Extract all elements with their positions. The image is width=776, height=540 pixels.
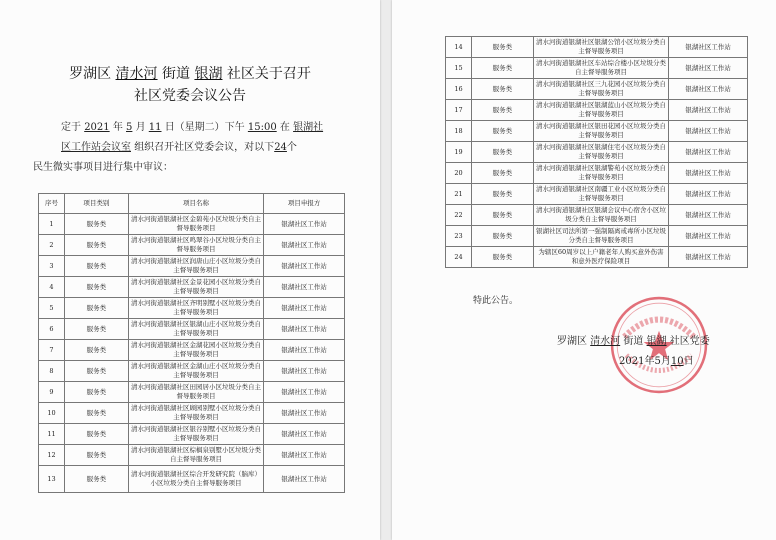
table-row (39, 298, 345, 319)
cell-applicant: 银湖社区工作站 (669, 142, 748, 163)
meeting-month: 5 (126, 122, 133, 133)
title-district: 清水河 (115, 66, 158, 82)
cell-applicant: 银湖社区工作站 (669, 163, 748, 184)
signature-text: 月 (660, 356, 671, 367)
cell-type: 服务类 (471, 58, 533, 79)
intro-text: 年 (112, 122, 123, 133)
table-header-row (39, 194, 345, 214)
cell-name: 清水河街道银湖社区车站综合楼小区垃圾分类自主督导服务项目 (533, 58, 669, 79)
cell-applicant: 银湖社区工作站 (264, 445, 345, 466)
closing-text: 特此公告。 (473, 296, 519, 306)
header-no: 序号 (39, 194, 65, 214)
meeting-day: 11 (148, 122, 162, 133)
header-applicant: 项目申报方 (264, 194, 345, 214)
cell-no: 18 (446, 121, 472, 142)
cell-name: 银湖社区司法所第一强制隔离戒毒所小区垃圾分类自主督导服务项目 (533, 226, 669, 247)
signature-date (619, 352, 694, 367)
notice-title (20, 63, 360, 107)
cell-type: 服务类 (64, 235, 128, 256)
intro-line-last: 民生微实事项目进行集中审议： (33, 162, 173, 173)
title-line-1 (20, 63, 360, 85)
cell-applicant: 银湖社区工作站 (669, 184, 748, 205)
cell-name: 清水河街道银湖社区银田花园小区垃圾分类自主督导服务项目 (533, 121, 669, 142)
document-page-right (392, 0, 776, 540)
table-row (446, 58, 748, 79)
project-table-part-2 (445, 36, 748, 268)
cell-name: 清水河街道银湖社区金湖花园小区垃圾分类自主督导服务项目 (128, 340, 264, 361)
cell-no: 6 (39, 319, 65, 340)
table-row (446, 142, 748, 163)
cell-no: 4 (39, 277, 65, 298)
cell-type: 服务类 (471, 142, 533, 163)
cell-no: 21 (446, 184, 472, 205)
cell-applicant: 银湖社区工作站 (669, 58, 748, 79)
document-page-left (0, 0, 380, 540)
cell-name: 清水河街道银湖社区棕榈泉别墅小区垃圾分类自主督导服务项目 (128, 445, 264, 466)
cell-type: 服务类 (64, 424, 128, 445)
cell-name: 清水河街道银湖社区银湖会议中心宿舍小区垃圾分类自主督导服务项目 (533, 205, 669, 226)
cell-name: 清水河街道银湖社区金湖山庄小区垃圾分类自主督导服务项目 (128, 361, 264, 382)
title-line-2: 社区党委会议公告 (134, 88, 246, 104)
cell-no: 11 (39, 424, 65, 445)
cell-name: 清水河街道银湖社区银湖公馆小区垃圾分类自主督导服务项目 (533, 37, 669, 58)
signature-street: 街道 (623, 336, 644, 347)
table-row (39, 256, 345, 277)
table-row (446, 79, 748, 100)
cell-no: 17 (446, 100, 472, 121)
cell-type: 服务类 (64, 403, 128, 424)
signature-year: 2021 (619, 356, 645, 367)
cell-type: 服务类 (64, 445, 128, 466)
cell-type: 服务类 (64, 340, 128, 361)
cell-name: 清水河街道银湖社区齐明别墅小区垃圾分类自主督导服务项目 (128, 298, 264, 319)
header-type: 项目类别 (64, 194, 128, 214)
cell-name: 清水河街道银湖社区田园居小区垃圾分类自主督导服务项目 (128, 382, 264, 403)
signature-line (557, 332, 710, 352)
cell-no: 2 (39, 235, 65, 256)
table-row (39, 214, 345, 235)
table-row (39, 319, 345, 340)
cell-applicant: 银湖社区工作站 (264, 466, 345, 493)
cell-applicant: 银湖社区工作站 (669, 247, 748, 268)
cell-no: 14 (446, 37, 472, 58)
cell-name: 清水河街道银湖社区银湖警苑小区垃圾分类自主督导服务项目 (533, 163, 669, 184)
cell-type: 服务类 (64, 277, 128, 298)
cell-name: 清水河街道银湖社区顾园别墅小区垃圾分类自主督导服务项目 (128, 403, 264, 424)
project-count: 24 (274, 142, 287, 153)
signature-suffix: 社区党委 (669, 336, 710, 347)
cell-no: 5 (39, 298, 65, 319)
cell-name: 清水河街道银湖社区南疆工业小区垃圾分类自主督导服务项目 (533, 184, 669, 205)
cell-type: 服务类 (471, 226, 533, 247)
table-row (446, 184, 748, 205)
cell-applicant: 银湖社区工作站 (669, 226, 748, 247)
cell-applicant: 银湖社区工作站 (264, 382, 345, 403)
table-row (39, 340, 345, 361)
intro-text: 个 (286, 142, 297, 153)
cell-type: 服务类 (64, 319, 128, 340)
cell-applicant: 银湖社区工作站 (264, 298, 345, 319)
cell-name: 清水河街道银湖社区鸣翠谷小区垃圾分类自主督导服务项目 (128, 235, 264, 256)
cell-applicant: 银湖社区工作站 (669, 121, 748, 142)
cell-applicant: 银湖社区工作站 (264, 424, 345, 445)
cell-applicant: 银湖社区工作站 (264, 319, 345, 340)
cell-no: 7 (39, 340, 65, 361)
cell-applicant: 银湖社区工作站 (669, 100, 748, 121)
signature-month: 5 (654, 356, 661, 367)
signature-text: 日 (683, 356, 694, 367)
table-row (39, 466, 345, 493)
signature-day: 10 (670, 356, 684, 367)
cell-no: 16 (446, 79, 472, 100)
signature-community: 银湖 (646, 336, 667, 347)
cell-name: 清水河街道银湖社区金碧苑小区垃圾分类自主督导服务项目 (128, 214, 264, 235)
cell-no: 9 (39, 382, 65, 403)
cell-applicant: 银湖社区工作站 (264, 340, 345, 361)
table-row (446, 163, 748, 184)
cell-type: 服务类 (64, 214, 128, 235)
cell-applicant: 银湖社区工作站 (669, 37, 748, 58)
cell-applicant: 银湖社区工作站 (264, 214, 345, 235)
cell-name: 清水河街道银湖社区银谷别墅小区垃圾分类自主督导服务项目 (128, 424, 264, 445)
project-table-part-1 (38, 193, 345, 493)
meeting-year: 2021 (84, 122, 110, 133)
cell-type: 服务类 (64, 466, 128, 493)
intro-text: 日（星期二）下午 (164, 122, 245, 133)
cell-no: 12 (39, 445, 65, 466)
cell-type: 服务类 (471, 205, 533, 226)
meeting-time: 15:00 (247, 122, 277, 133)
cell-type: 服务类 (471, 247, 533, 268)
table-row (446, 100, 748, 121)
cell-no: 19 (446, 142, 472, 163)
cell-type: 服务类 (64, 382, 128, 403)
title-street: 街道 (162, 66, 190, 82)
cell-applicant: 银湖社区工作站 (669, 79, 748, 100)
cell-name: 清水河街道银湖社区银湖蓝山小区垃圾分类自主督导服务项目 (533, 100, 669, 121)
cell-no: 15 (446, 58, 472, 79)
table-row (39, 361, 345, 382)
cell-name: 清水河街道银湖社区银湖山庄小区垃圾分类自主督导服务项目 (128, 319, 264, 340)
cell-no: 8 (39, 361, 65, 382)
intro-text: 月 (135, 122, 146, 133)
cell-applicant: 银湖社区工作站 (264, 277, 345, 298)
cell-no: 3 (39, 256, 65, 277)
intro-text: 组织召开社区党委会议，对以下 (134, 142, 275, 153)
cell-type: 服务类 (471, 163, 533, 184)
cell-name: 清水河街道银湖社区润唐山庄小区垃圾分类自主督导服务项目 (128, 256, 264, 277)
table-row (39, 277, 345, 298)
title-suffix: 社区关于召开 (226, 66, 311, 82)
cell-applicant: 银湖社区工作站 (264, 403, 345, 424)
intro-line-1 (33, 118, 333, 158)
table-row (446, 247, 748, 268)
cell-name: 为辖区60周岁以上户籍老年人购买意外伤害和意外医疗保险项目 (533, 247, 669, 268)
title-prefix: 罗湖区 (69, 66, 112, 82)
cell-no: 1 (39, 214, 65, 235)
cell-no: 10 (39, 403, 65, 424)
cell-type: 服务类 (64, 256, 128, 277)
cell-applicant: 银湖社区工作站 (264, 235, 345, 256)
table-row (446, 37, 748, 58)
signature-district: 清水河 (590, 336, 621, 347)
title-community: 银湖 (194, 66, 223, 82)
cell-no: 23 (446, 226, 472, 247)
cell-type: 服务类 (64, 361, 128, 382)
intro-text: 定于 (61, 122, 81, 133)
signature-prefix: 罗湖区 (557, 336, 587, 347)
cell-applicant: 银湖社区工作站 (264, 361, 345, 382)
table-row (39, 382, 345, 403)
intro-text: 在 (279, 122, 290, 133)
cell-name: 清水河街道银湖社区三九花园小区垃圾分类自主督导服务项目 (533, 79, 669, 100)
table-row (39, 403, 345, 424)
table-row (446, 205, 748, 226)
cell-applicant: 银湖社区工作站 (264, 256, 345, 277)
cell-applicant: 银湖社区工作站 (669, 205, 748, 226)
cell-type: 服务类 (471, 121, 533, 142)
table-row (39, 235, 345, 256)
notice-intro (33, 118, 333, 178)
table-row (39, 445, 345, 466)
table-row (39, 424, 345, 445)
cell-type: 服务类 (471, 100, 533, 121)
cell-name: 清水河街道银湖社区金景花园小区垃圾分类自主督导服务项目 (128, 277, 264, 298)
cell-name: 清水河街道银湖社区银湖住宅小区垃圾分类自主督导服务项目 (533, 142, 669, 163)
cell-no: 20 (446, 163, 472, 184)
cell-name: 清水河街道银湖社区综合开发研究院（脑库）小区垃圾分类自主督导服务项目 (128, 466, 264, 493)
cell-type: 服务类 (471, 37, 533, 58)
cell-type: 服务类 (471, 184, 533, 205)
cell-no: 24 (446, 247, 472, 268)
cell-no: 13 (39, 466, 65, 493)
cell-type: 服务类 (64, 298, 128, 319)
cell-no: 22 (446, 205, 472, 226)
cell-type: 服务类 (471, 79, 533, 100)
meeting-venue: 银湖社区工作站会议室 (61, 122, 324, 153)
table-row (446, 226, 748, 247)
header-name: 项目名称 (128, 194, 264, 214)
signature-text: 年 (644, 356, 655, 367)
table-row (446, 121, 748, 142)
